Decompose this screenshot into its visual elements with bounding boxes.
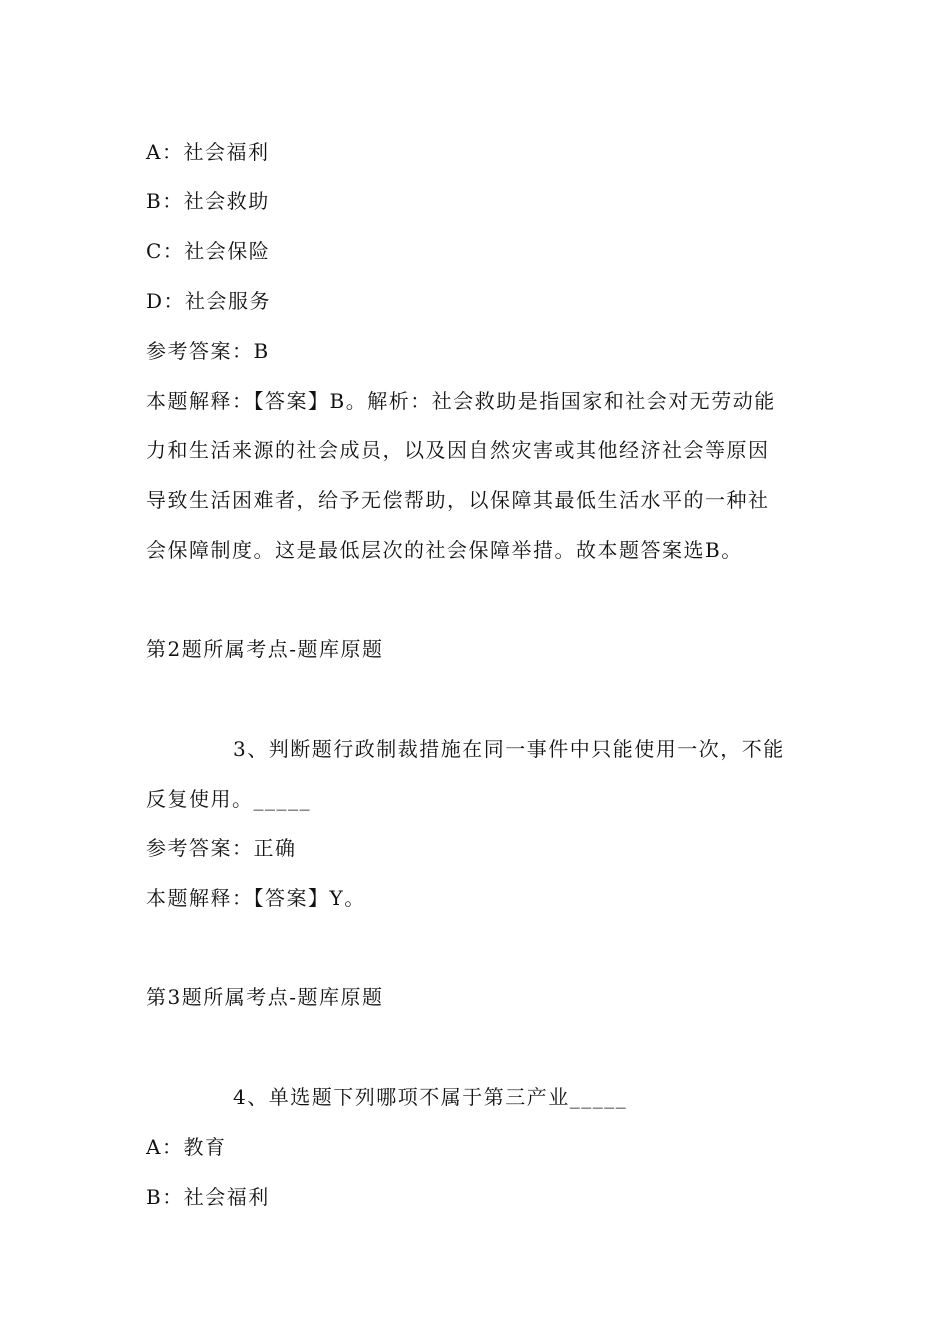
q2-option-a: A：社会福利: [146, 140, 270, 164]
q2-option-d: D：社会服务: [146, 289, 272, 313]
q2-option-b: B：社会救助: [146, 189, 270, 213]
q4-option-a: A：教育: [146, 1135, 227, 1159]
q2-explanation-line-4: 会保障制度。这是最低层次的社会保障举措。故本题答案选B。: [146, 538, 743, 562]
q3-question-line-1: 3、判断题行政制裁措施在同一事件中只能使用一次，不能: [233, 737, 785, 761]
q4-option-b: B：社会福利: [146, 1185, 270, 1209]
q2-explanation-line-1: 本题解释：【答案】B。解析：社会救助是指国家和社会对无劳动能: [146, 389, 776, 413]
q3-answer: 参考答案：正确: [146, 836, 297, 860]
q2-answer: 参考答案：B: [146, 339, 270, 363]
q3-question-line-2: 反复使用。_____: [146, 787, 311, 811]
q2-explanation-line-3: 导致生活困难者，给予无偿帮助，以保障其最低生活水平的一种社: [146, 488, 770, 512]
q4-question: 4、单选题下列哪项不属于第三产业_____: [233, 1085, 628, 1109]
q2-explanation-line-2: 力和生活来源的社会成员，以及因自然灾害或其他经济社会等原因: [146, 438, 770, 462]
q2-topic: 第2题所属考点-题库原题: [146, 637, 384, 661]
q3-topic: 第3题所属考点-题库原题: [146, 985, 384, 1009]
q3-explanation: 本题解释：【答案】Y。: [146, 886, 366, 910]
q2-option-c: C：社会保险: [146, 239, 271, 263]
